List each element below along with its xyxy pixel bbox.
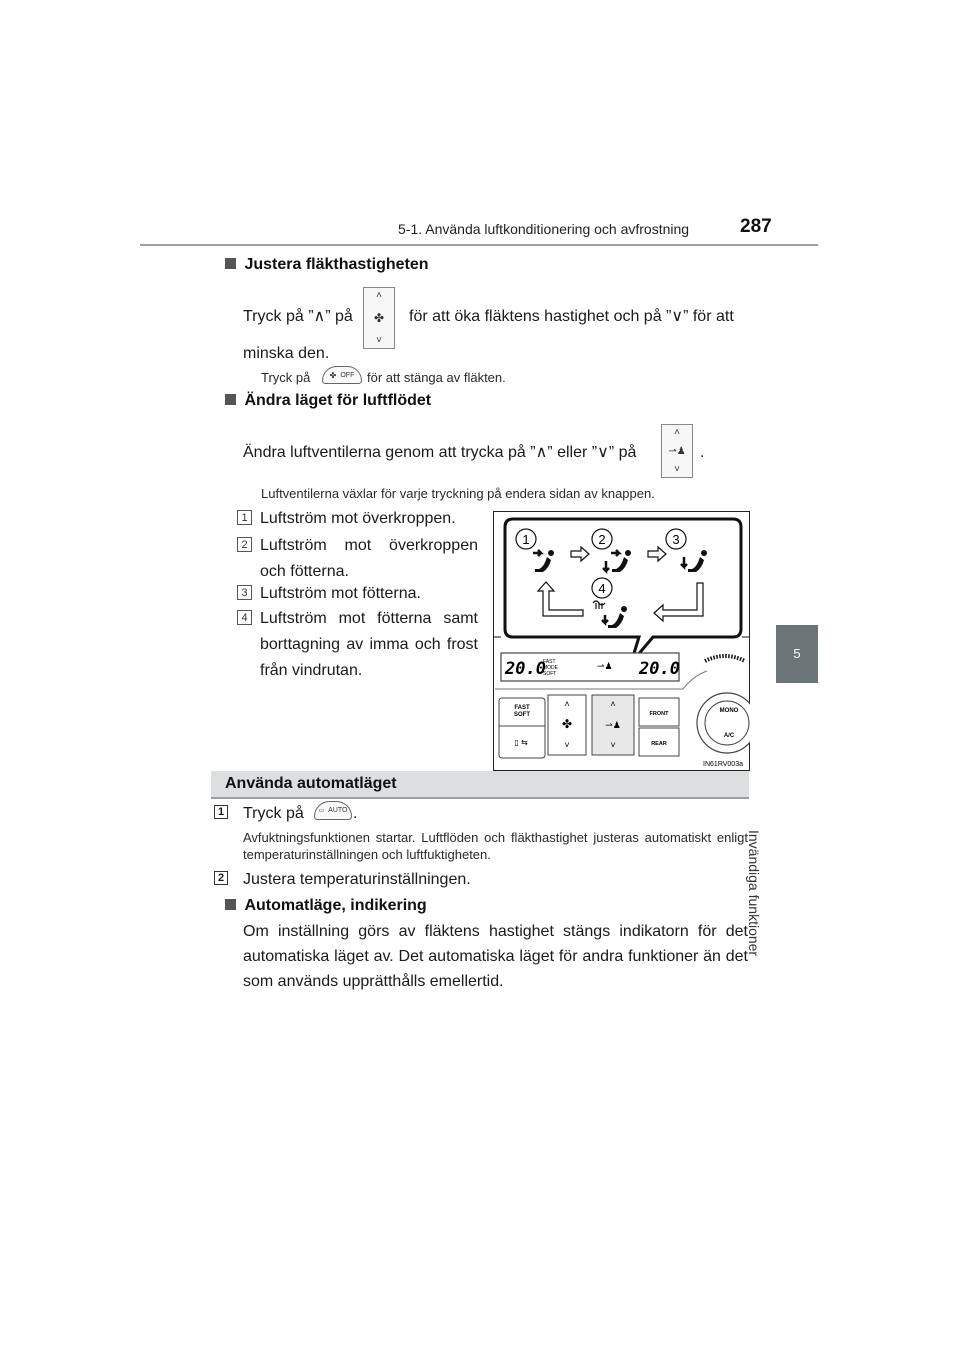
callout-1 xyxy=(516,529,536,549)
panel-front-defrost-button: FRONT xyxy=(649,711,669,717)
header-rule xyxy=(140,244,818,246)
list-item: Luftström mot överkroppen. xyxy=(260,510,456,527)
auto-button-image xyxy=(314,801,352,820)
callout-4 xyxy=(592,578,612,598)
panel-mono-button: MONO xyxy=(719,708,739,714)
seat-airflow-icon: ⇀♟ xyxy=(668,445,686,457)
seat-airflow-icon: ⇀♟ xyxy=(605,720,621,730)
fan-heading-text: Justera fläkthastigheten xyxy=(244,256,429,273)
airflow-heading xyxy=(225,392,431,410)
panel-soft-button: SOFT xyxy=(514,712,530,718)
step1-text-b: . xyxy=(353,805,358,822)
list-number: 2 xyxy=(237,537,252,552)
callout-2 xyxy=(592,529,612,549)
chevron-up-icon: ˄ xyxy=(610,699,616,709)
auto-indicator-heading xyxy=(225,897,427,915)
airflow-text-b: . xyxy=(700,444,705,461)
step1-note: Avfuktningsfunktionen startar. Luftflöden och fläkthastighet justeras automatiskt enligt temperaturinställningen och luftfuktigheten. xyxy=(243,830,748,862)
svg-text:1: 1 xyxy=(522,532,530,547)
svg-text:2: 2 xyxy=(598,532,606,547)
seat-airflow-icon: ⇀♟ xyxy=(597,661,613,671)
callout-3 xyxy=(666,529,686,549)
display-fast-label: FAST xyxy=(543,659,556,665)
chevron-down-icon: ˅ xyxy=(674,464,680,475)
auto-indicator-heading-text: Automatläge, indikering xyxy=(244,897,427,914)
temp-right: 20.0 xyxy=(639,659,680,679)
fan-text-c: minska den. xyxy=(243,345,330,362)
indicator-icon: ▭ xyxy=(318,808,325,814)
step-number: 2 xyxy=(214,871,228,885)
airflow-note: Luftventilerna växlar för varje tryckning på endera sidan av knappen. xyxy=(261,486,655,501)
panel-ac-button: A/C xyxy=(723,733,735,739)
fan-text-a: Tryck på ”∧” på xyxy=(243,308,353,325)
panel-rear-defrost-button: REAR xyxy=(651,741,667,747)
list-number: 3 xyxy=(237,585,252,600)
square-bullet-icon xyxy=(225,899,236,910)
chevron-down-icon: ˅ xyxy=(376,335,382,346)
recirculation-icon: ▯ ⇆ xyxy=(514,738,528,747)
svg-text:3: 3 xyxy=(672,532,680,547)
auto-label: AUTO xyxy=(328,807,348,814)
fan-icon: ✤ xyxy=(561,717,573,731)
list-number: 4 xyxy=(237,610,252,625)
chapter-tab-label: Invändiga funktioner xyxy=(746,830,762,957)
chevron-up-icon: ˄ xyxy=(564,699,570,709)
auto-indicator-text: Om inställning görs av fläktens hastighet stängs indikatorn för det automatiska läget av. Det automatiska läget för andra funktioner än det som används upprätthålls emellertid. xyxy=(243,923,748,990)
airflow-text-a: Ändra luftventilerna genom att trycka på ”∧” eller ”∨” på xyxy=(243,444,637,461)
chapter-title: 5-1. Använda luftkonditionering och avfrostning xyxy=(398,221,690,237)
fan-note-a: Tryck på xyxy=(261,370,311,385)
fan-off-button-image xyxy=(322,366,362,384)
step-number: 1 xyxy=(214,805,228,819)
fan-speed-button-image xyxy=(363,287,395,349)
page-number: 287 xyxy=(740,216,772,237)
panel-fast-button: FAST xyxy=(514,705,530,711)
airflow-mode-button-image xyxy=(661,424,693,478)
list-number: 1 xyxy=(237,510,252,525)
temp-left: 20.0 xyxy=(505,659,546,679)
climate-panel-figure xyxy=(493,511,750,771)
chevron-down-icon: ˅ xyxy=(610,740,616,750)
auto-section-title xyxy=(211,771,749,799)
figure-code: IN61RV003a xyxy=(703,761,743,768)
list-item: Luftström mot överkroppen och fötterna. xyxy=(260,537,478,580)
display-soft-label: SOFT xyxy=(543,671,557,677)
list-item: Luftström mot fötterna. xyxy=(260,585,421,602)
auto-section-title-text: Använda automatläget xyxy=(225,775,397,792)
chevron-up-icon: ˄ xyxy=(674,427,680,438)
fan-note-b: för att stänga av fläkten. xyxy=(367,370,506,385)
list-item: Luftström mot fötterna samt borttagning av imma och frost från vindrutan. xyxy=(260,610,478,679)
chapter-tab: 5 xyxy=(776,625,818,683)
step1-text-a: Tryck på xyxy=(243,805,304,822)
chevron-down-icon: ˅ xyxy=(564,740,570,750)
chevron-up-icon: ˄ xyxy=(376,290,382,301)
fan-icon: ✤ xyxy=(329,370,337,380)
square-bullet-icon xyxy=(225,258,236,269)
square-bullet-icon xyxy=(225,394,236,405)
fan-icon: ✤ xyxy=(373,311,385,325)
off-label: OFF xyxy=(340,371,355,379)
fan-heading xyxy=(225,256,429,274)
step2-text: Justera temperaturinställningen. xyxy=(243,871,471,888)
display-mode-label: MODE xyxy=(543,665,558,671)
fan-text-b: för att öka fläktens hastighet och på ”∨” för att xyxy=(409,308,734,325)
airflow-heading-text: Ändra läget för luftflödet xyxy=(244,392,432,409)
svg-text:4: 4 xyxy=(598,581,606,596)
